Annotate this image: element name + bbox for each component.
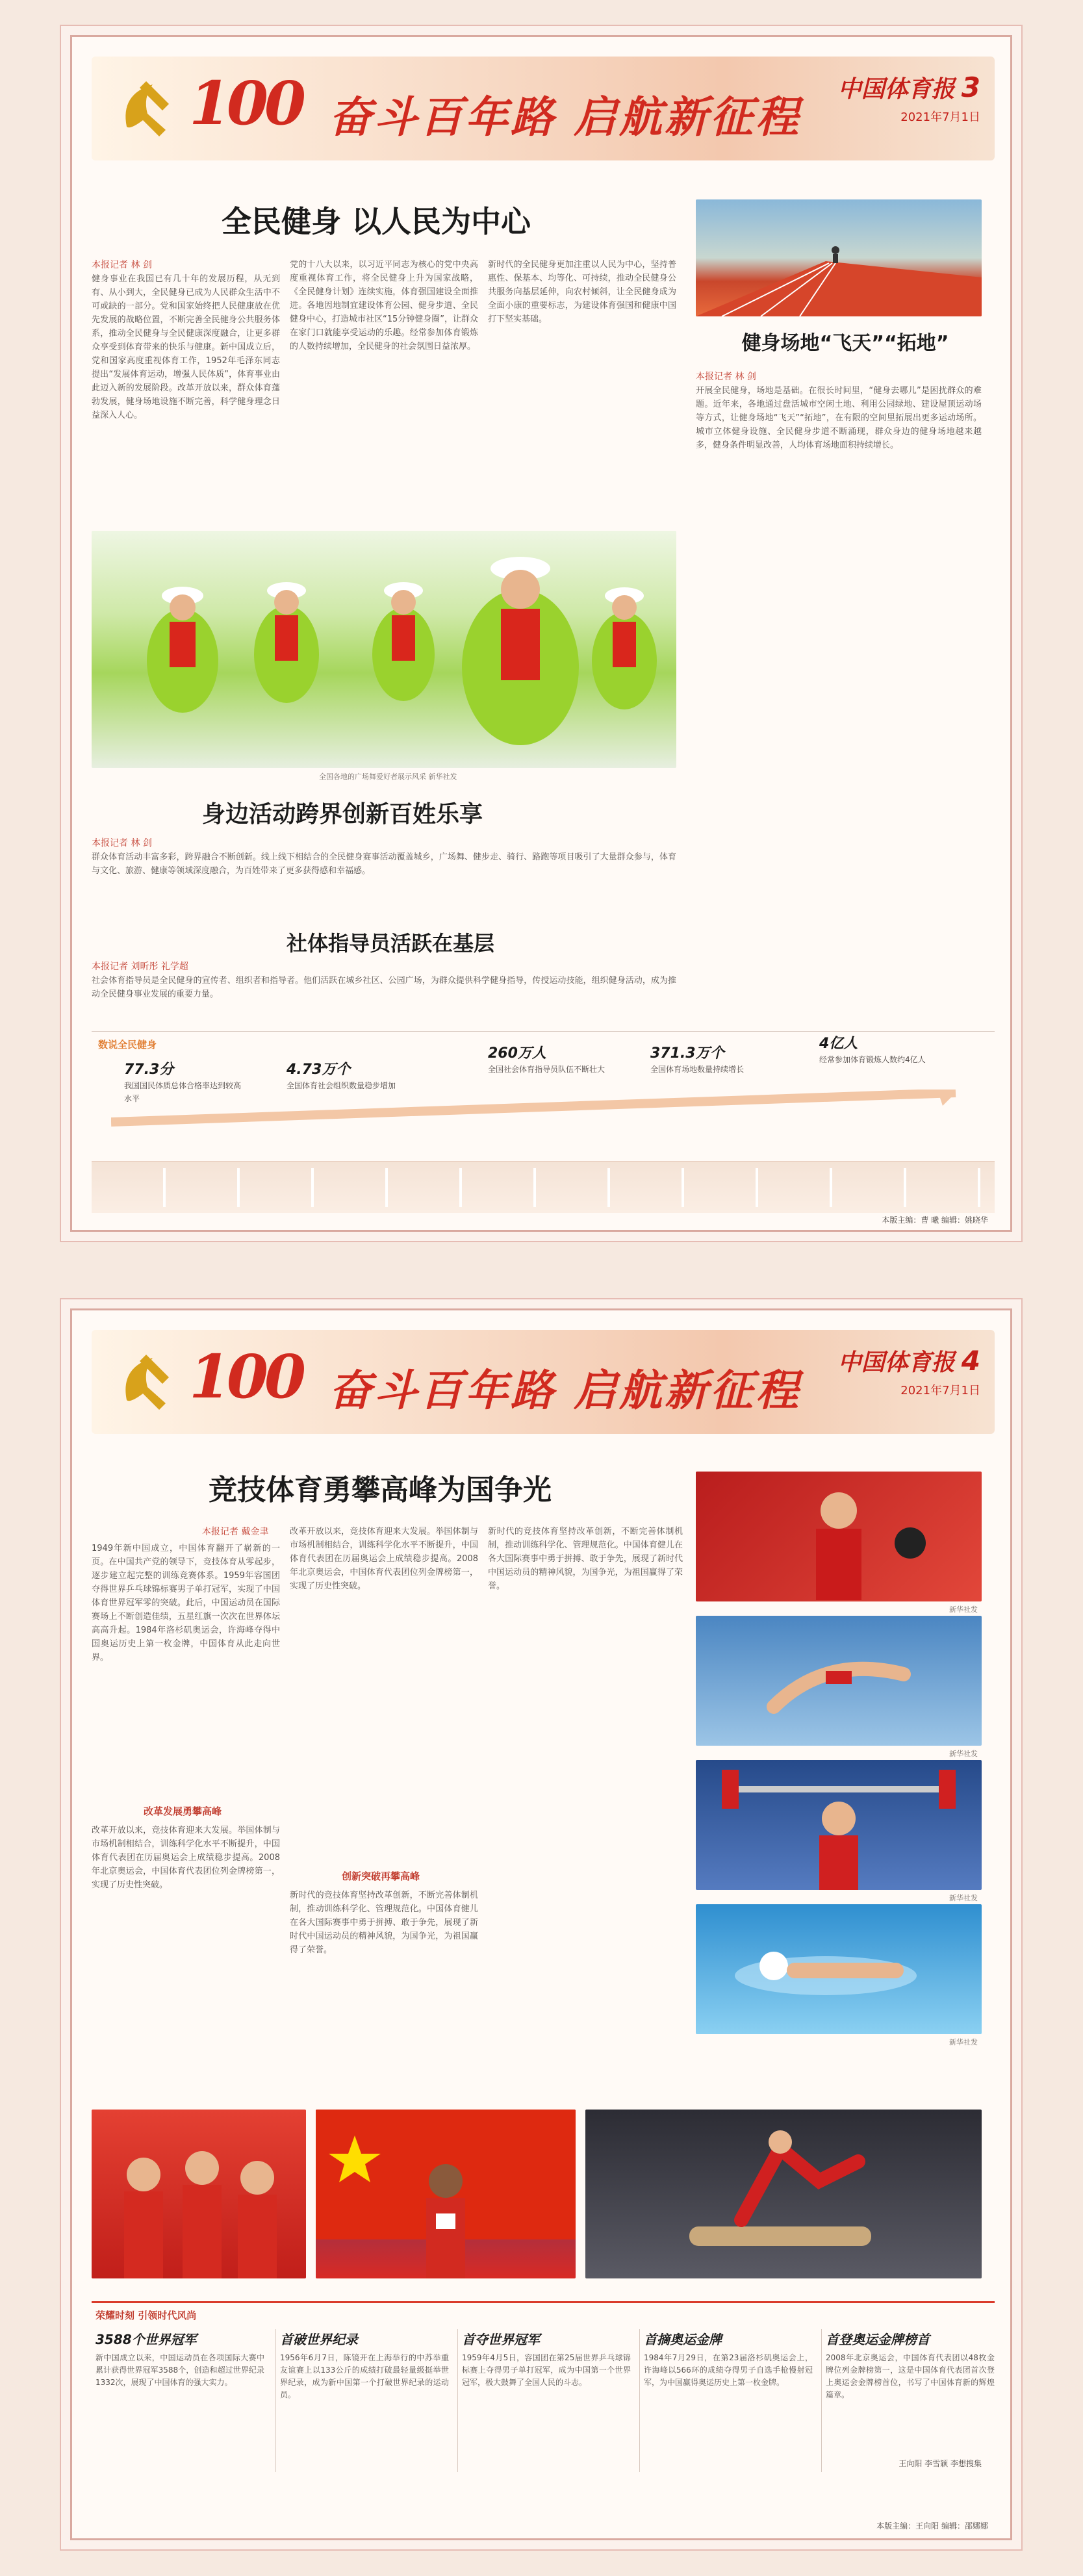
page-banner: [92, 1330, 995, 1434]
stat-value: 4.73万个: [287, 1062, 351, 1078]
page-number: 4: [961, 1345, 980, 1377]
athlete-illustration: [696, 1616, 982, 1746]
side-title: 健身场地“飞天”“拓地”: [741, 332, 949, 355]
milestone-title: 3588个世界冠军: [96, 2332, 197, 2347]
article-body-col1b: 改革开放以来，竞技体育迎来大发展。举国体制与市场机制相结合，训练科学化水平不断提升，中国体育代表团在历届奥运会上成绩稳步提高。2008年北京奥运会，中国体育代表团位列金牌榜第一，实现了历史性突破。: [92, 1826, 280, 1890]
stat-text: 全国社会体育指导员队伍不断壮大: [488, 1065, 605, 1074]
running-track-decoration: [92, 1161, 995, 1213]
milestone-column: [826, 2329, 995, 2469]
diving-photo: [696, 1616, 982, 1746]
stat-text: 全国体育场地数量持续增长: [650, 1065, 745, 1074]
stat-text: 全国体育社会组织数量稳步增加: [287, 1081, 396, 1090]
athlete-illustration: [585, 2110, 982, 2278]
milestone-column: [462, 2329, 631, 2469]
sub3-body: 社会体育指导员是全民健身的宣传者、组织者和指导者。他们活跃在城乡社区、公园广场，为群众提供科学健身指导，传授运动技能，组织健身活动，成为推动全民健身事业发展的重要力量。: [92, 976, 676, 999]
sub2-title: 身边活动跨界创新百姓乐享: [202, 801, 483, 828]
stat-value: 4亿人: [819, 1036, 858, 1052]
milestone-title: 首夺世界冠军: [462, 2332, 540, 2347]
article-body-col1: 1949年新中国成立，中国体育翻开了崭新的一页。在中国共产党的领导下，竞技体育从零起步，逐步建立起完整的训练竞赛体系。1959年容国团夺得世界乒乓球锦标赛男子单打冠军，实现了中国体育世界冠军零的突破。此后，中国运动员在国际赛场上不断创造佳绩，五星红旗一次次在世界体坛高高升起。1984年洛杉矶奥运会，许海峰夺得中国奥运历史上第一枚金牌，中国体育从此走向世界。: [92, 1544, 280, 1663]
paper-name: 中国体育报: [837, 75, 955, 103]
column-divider: [457, 2329, 458, 2472]
section-heading: 创新突破再攀高峰: [342, 1870, 420, 1882]
article-body-col3: 新时代的全民健身更加注重以人民为中心，坚持普惠性、保基本、均等化、可持续，推动全民健身公共服务向基层延伸，向农村倾斜，让全民健身成为全面小康的重要标志，为建设体育强国和健康中国打下坚实基础。: [488, 260, 676, 324]
sprinter-flag-photo: [316, 2110, 576, 2278]
issue-date: 2021年7月1日: [900, 110, 980, 124]
centennial-number: 100: [189, 68, 303, 138]
stat-value: 371.3万个: [650, 1045, 724, 1062]
centennial-number: 100: [189, 1342, 303, 1412]
sub2-byline: 本报记者 林 剑: [92, 838, 152, 848]
stat-text: 我国国民体质总体合格率达到较高水平: [124, 1081, 242, 1103]
athletes-illustration: [92, 2110, 306, 2278]
milestone-title: 首摘奥运金牌: [644, 2332, 722, 2347]
stats-arrow-icon: [111, 1090, 995, 1129]
rooftop-track-photo: [696, 199, 982, 316]
photo-caption: 新华社发: [949, 1894, 978, 1902]
milestone-text: 1959年4月5日，容国团在第25届世界乒乓球锦标赛上夺得男子单打冠军，成为中国第一个世界冠军，极大鼓舞了全国人民的斗志。: [462, 2353, 631, 2387]
party-emblem-icon: [107, 1342, 185, 1420]
gymnastics-photo: [585, 2110, 982, 2278]
stat-item: [488, 1047, 618, 1076]
sub3-byline: 本报记者 刘昕彤 礼学超: [92, 962, 188, 972]
athlete-illustration: [316, 2110, 576, 2278]
newspaper-page-3: [70, 35, 1012, 1232]
page-footer: 本版主编：王向阳 编辑：邵娜娜: [876, 2521, 988, 2531]
milestone-text: 新中国成立以来，中国运动员在各项国际大赛中累计获得世界冠军3588个，创造和超过世界纪录1332次，展现了中国体育的强大实力。: [96, 2353, 264, 2387]
photo-caption: 新华社发: [949, 1750, 978, 1758]
athlete-illustration: [696, 1472, 982, 1601]
page-footer: 本版主编：曹 曦 编辑：姚晓华: [882, 1216, 988, 1225]
stat-value: 260万人: [488, 1045, 546, 1062]
main-photo-caption: 全国各地的广场舞爱好者展示风采 新华社发: [319, 772, 457, 781]
milestone-column: [644, 2329, 813, 2469]
strip-title: 荣耀时刻 引领时代风尚: [96, 2310, 197, 2321]
article-body-col2: 党的十八大以来，以习近平同志为核心的党中央高度重视体育工作，将全民健身上升为国家战略，《全民健身计划》连续实施，体育强国建设全面推进。各地因地制宜建设体育公园、健身步道、全民健身中心，打造城市社区“15分钟健身圈”，让群众在家门口就能享受运动的乐趣。经常参加体育锻炼的人数持续增加，全民健身的社会氛围日益浓厚。: [290, 260, 478, 351]
masthead: [838, 71, 980, 125]
photo-caption: 新华社发: [949, 1605, 978, 1614]
column-divider: [821, 2329, 822, 2472]
stat-text: 经常参加体育锻炼人数约4亿人: [819, 1055, 926, 1064]
masthead: [838, 1344, 980, 1398]
column-divider: [275, 2329, 276, 2472]
weightlifting-photo: [696, 1760, 982, 1890]
article-body-col3: 新时代的竞技体育坚持改革创新，不断完善体制机制，推动训练科学化、管理规范化。中国体育健儿在各大国际赛事中勇于拼搏、敢于争先，展现了新时代中国运动员的精神风貌，为国争光，为祖国赢得了荣誉。: [488, 1527, 683, 1591]
table-tennis-photo: [696, 1472, 982, 1601]
milestone-column: [96, 2329, 264, 2469]
page-number: 3: [961, 71, 980, 103]
stat-item: [819, 1038, 949, 1066]
side-body: 开展全民健身，场地是基础。在很长时间里，“健身去哪儿”是困扰群众的难题。近年来，各地通过盘活城市空闲土地、利用公园绿地、建设屋顶运动场等方式，让健身场地“飞天”“拓地”，在有限的空间里拓展出更多运动场所。城市立体健身设施、全民健身步道不断涌现，群众身边的健身场地越来越多，健身条件明显改善，人均体育场地面积持续增长。: [696, 386, 982, 450]
issue-date: 2021年7月1日: [900, 1384, 980, 1397]
column-divider: [639, 2329, 640, 2472]
article-body-col2b: 新时代的竞技体育坚持改革创新，不断完善体制机制，推动训练科学化、管理规范化。中国体育健儿在各大国际赛事中勇于拼搏、敢于争先，展现了新时代中国运动员的精神风貌，为国争光，为祖国赢得了荣誉。: [290, 1891, 478, 1955]
athlete-illustration: [696, 1904, 982, 2034]
party-emblem-icon: [107, 68, 185, 146]
stat-item: [287, 1064, 403, 1092]
byline: 本报记者 戴金聿: [202, 1527, 269, 1537]
side-byline: 本报记者 林 剑: [696, 372, 756, 382]
volleyball-team-photo: [92, 2110, 306, 2278]
section-heading: 改革发展勇攀高峰: [144, 1805, 222, 1817]
article-body-col2: 改革开放以来，竞技体育迎来大发展。举国体制与市场机制相结合，训练科学化水平不断提升，中国体育代表团在历届奥运会上成绩稳步提高。2008年北京奥运会，中国体育代表团位列金牌榜第一，实现了历史性突破。: [290, 1527, 478, 1591]
track-lanes: [92, 1168, 995, 1207]
milestone-text: 2008年北京奥运会，中国体育代表团以48枚金牌位列金牌榜第一，这是中国体育代表团首次登上奥运会金牌榜首位，书写了中国体育新的辉煌篇章。: [826, 2353, 995, 2399]
banner-slogan: 奋斗百年路 启航新征程: [329, 1365, 801, 1416]
athlete-illustration: [696, 1760, 982, 1890]
sub3-title: 社体指导员活跃在基层: [287, 931, 495, 956]
newspaper-page-4: [70, 1308, 1012, 2540]
photo-caption: 新华社发: [949, 2038, 978, 2047]
milestone-column: [280, 2329, 449, 2469]
paper-name: 中国体育报: [837, 1349, 955, 1376]
page-title: 全民健身 以人民为中心: [222, 204, 531, 239]
milestone-text: 1956年6月7日，陈镜开在上海举行的中苏举重友谊赛上以133公斤的成绩打破最轻量级挺举世界纪录，成为新中国第一个打破世界纪录的运动员。: [280, 2353, 449, 2399]
stats-title: 数说全民健身: [98, 1039, 157, 1051]
milestone-title: 首登奥运金牌榜首: [826, 2332, 930, 2347]
banner-slogan: 奋斗百年路 启航新征程: [329, 92, 801, 142]
sub2-body: 群众体育活动丰富多彩，跨界融合不断创新。线上线下相结合的全民健身赛事活动覆盖城乡，广场舞、健步走、骑行、路跑等项目吸引了大量群众参与，体育与文化、旅游、健康等领域深度融合，为百姓带来了更多获得感和幸福感。: [92, 852, 676, 876]
swimming-photo: [696, 1904, 982, 2034]
milestone-text: 1984年7月29日，在第23届洛杉矶奥运会上，许海峰以566环的成绩夺得男子自选手枪慢射冠军，为中国赢得奥运历史上第一枚金牌。: [644, 2353, 813, 2387]
page-banner: [92, 57, 995, 160]
dancers-illustration: [92, 531, 676, 768]
stats-divider: [92, 1031, 995, 1032]
stat-item: [650, 1047, 780, 1076]
milestone-title: 首破世界纪录: [280, 2332, 358, 2347]
milestones-strip: [92, 2301, 995, 2503]
byline: 本报记者 林 剑: [92, 260, 152, 270]
strip-credit: 王向阳 李雪颖 李想搜集: [898, 2459, 982, 2468]
page-title: 竞技体育勇攀高峰为国争光: [209, 1473, 552, 1507]
article-body-col1: 健身事业在我国已有几十年的发展历程，从无到有、从小到大，全民健身已成为人民群众生活中不可或缺的一部分。党和国家始终把人民健康放在优先发展的战略位置，不断完善全民健身公共服务体系，推动全民健身与全民健康深度融合，让更多群众享受到体育带来的快乐与健康。新中国成立后，党和国家高度重视体育工作，1952年毛泽东同志提出“发展体育运动，增强人民体质”，体育事业由此迈入新的发展阶段。改革开放以来，群众体育蓬勃发展，健身场地设施不断完善，科学健身理念日益深入人心。: [92, 274, 280, 420]
stat-value: 77.3分: [124, 1062, 174, 1078]
track-illustration: [696, 199, 982, 316]
square-dance-photo: [92, 531, 676, 768]
